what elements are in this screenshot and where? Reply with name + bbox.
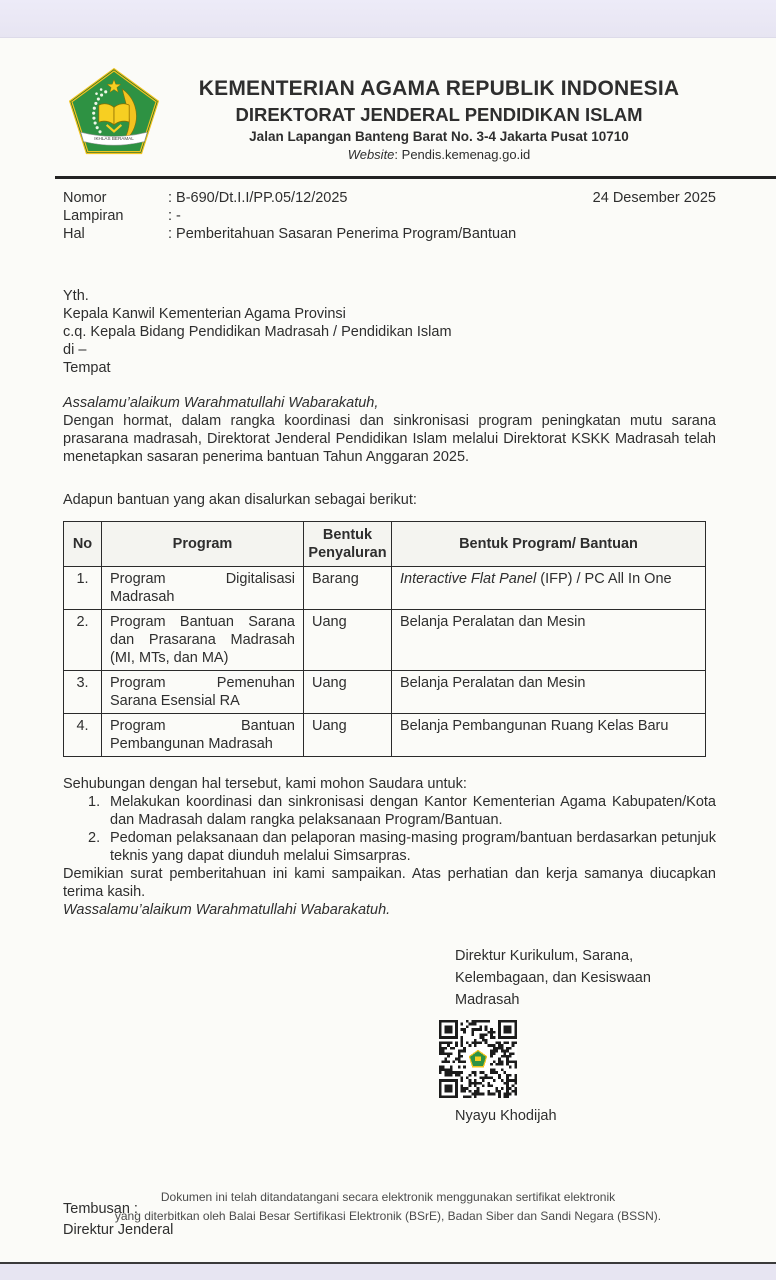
viewer-bottom-strip <box>0 1262 776 1280</box>
hal-label: Hal <box>63 225 85 242</box>
qr-code <box>439 1020 517 1098</box>
row2-penyaluran: Uang <box>304 609 392 670</box>
list-item-1-number: 1. <box>88 793 101 810</box>
col-header-penyaluran: Bentuk Penyaluran <box>304 521 392 566</box>
table-row <box>64 713 706 756</box>
recipient-line-yth: Yth. <box>63 287 89 304</box>
letter-page <box>0 37 776 1241</box>
paragraph-intro: Dengan hormat, dalam rangka koordinasi dan sinkronisasi program peningkatan mutu sarana prasarana madrasah, Direktorat Jenderal Pendidikan Islam melalui Direktorat KSKK Madrasah telah menetapkan sasaran penerima bantuan Tahun Anggaran 2025. <box>63 412 716 465</box>
footer-line-2: yang diterbitkan oleh Balai Besar Sertifikasi Elektronik (BSrE), Badan Siber dan Sandi Negara (BSSN). <box>114 1208 662 1223</box>
website-line <box>162 147 716 162</box>
row4-no: 4. <box>64 713 102 756</box>
address-line: Jalan Lapangan Banteng Barat No. 3-4 Jakarta Pusat 10710 <box>249 128 629 144</box>
ministry-name: KEMENTERIAN AGAMA REPUBLIK INDONESIA <box>198 77 680 100</box>
signature-block <box>455 945 716 1127</box>
col-header-bantuan: Bentuk Program/ Bantuan <box>392 521 706 566</box>
recipient-line-kepala: Kepala Kanwil Kementerian Agama Provinsi <box>63 305 346 322</box>
col-header-program: Program <box>102 521 304 566</box>
kemenag-logo-icon <box>68 67 160 159</box>
directorate-name: DIREKTORAT JENDERAL PENDIDIKAN ISLAM <box>235 103 643 125</box>
table-row <box>64 566 706 609</box>
meta-row-hal <box>63 225 716 243</box>
cc-value: Direktur Jenderal <box>63 1221 174 1238</box>
website-label: Website <box>347 146 395 162</box>
signer-title-line2: Kelembagaan, dan Kesiswaan Madrasah <box>455 969 651 1008</box>
website-url: : Pendis.kemenag.go.id <box>394 146 531 162</box>
table-row <box>64 670 706 713</box>
viewer-top-strip <box>0 0 776 38</box>
closing-salutation: Wassalamu’alaikum Warahmatullahi Wabarakatuh. <box>63 901 391 918</box>
footer-line-1: Dokumen ini telah ditandatangani secara elektronik menggunakan sertifikat elektronik <box>160 1190 616 1204</box>
row1-bantuan-rest: (IFP) / PC All In One <box>536 570 672 587</box>
letterhead <box>63 67 716 162</box>
request-intro: Sehubungan dengan hal tersebut, kami mohon Saudara untuk: <box>63 775 467 792</box>
row1-bantuan <box>392 566 706 609</box>
list-item-2 <box>88 829 716 865</box>
closing-paragraph: Demikian surat pemberitahuan ini kami sampaikan. Atas perhatian dan kerja samanya diucapkan terima kasih. <box>63 865 716 900</box>
cc-label: Tembusan : <box>63 1200 138 1217</box>
letterhead-divider <box>55 176 776 179</box>
list-item-2-text: Pedoman pelaksanaan dan pelaporan masing-masing program/bantuan berdasarkan petunjuk teknis yang dapat diunduh melalui Simsarpras. <box>110 829 716 864</box>
row2-bantuan: Belanja Peralatan dan Mesin <box>392 609 706 670</box>
letterhead-text <box>160 77 716 162</box>
opening-salutation: Assalamu’alaikum Warahmatullahi Wabarakatuh, <box>63 394 379 411</box>
list-item-2-number: 2. <box>88 829 101 846</box>
hal-value: : Pemberitahuan Sasaran Penerima Program/Bantuan <box>168 225 517 242</box>
col-header-no: No <box>64 521 102 566</box>
list-item-1-text: Melakukan koordinasi dan sinkronisasi dengan Kantor Kementerian Agama Kabupaten/Kota dan Madrasah dalam rangka pelaksanaan Program/Bantuan. <box>110 793 716 828</box>
row2-program: Program Bantuan Sarana dan Prasarana Madrasah (MI, MTs, dan MA) <box>102 609 304 670</box>
letter-date: 24 Desember 2025 <box>592 189 716 206</box>
recipient-block <box>63 287 716 377</box>
row3-bantuan: Belanja Peralatan dan Mesin <box>392 670 706 713</box>
paragraph-adapun: Adapun bantuan yang akan disalurkan sebagai berikut: <box>63 491 417 508</box>
nomor-label: Nomor <box>63 189 107 206</box>
qr-center-logo-icon <box>468 1049 488 1069</box>
recipient-line-cq: c.q. Kepala Bidang Pendidikan Madrasah / Pendidikan Islam <box>63 323 452 340</box>
signer-title-line1: Direktur Kurikulum, Sarana, <box>455 947 634 964</box>
row1-penyaluran: Barang <box>304 566 392 609</box>
signer-name: Nyayu Khodijah <box>455 1107 557 1124</box>
lampiran-value: : - <box>168 207 181 224</box>
logo-motto: IKHLAS BERAMAL <box>94 136 134 142</box>
row4-bantuan: Belanja Pembangunan Ruang Kelas Baru <box>392 713 706 756</box>
footer-note <box>0 1188 776 1225</box>
row3-no: 3. <box>64 670 102 713</box>
row1-no: 1. <box>64 566 102 609</box>
program-table <box>63 521 706 757</box>
meta-row-lampiran <box>63 207 716 225</box>
row3-program: Program Pemenuhan Sarana Esensial RA <box>102 670 304 713</box>
recipient-line-tempat: Tempat <box>63 359 111 376</box>
row2-no: 2. <box>64 609 102 670</box>
recipient-line-di: di – <box>63 341 87 358</box>
table-row <box>64 609 706 670</box>
row3-penyaluran: Uang <box>304 670 392 713</box>
nomor-value: : B-690/Dt.I.I/PP.05/12/2025 <box>168 189 348 206</box>
list-item-1 <box>88 793 716 829</box>
row4-program: Program Bantuan Pembangunan Madrasah <box>102 713 304 756</box>
table-header-row <box>64 521 706 566</box>
row1-bantuan-italic: Interactive Flat Panel <box>400 570 537 587</box>
row4-penyaluran: Uang <box>304 713 392 756</box>
letter-meta <box>63 189 716 243</box>
lampiran-label: Lampiran <box>63 207 124 224</box>
row1-program: Program Digitalisasi Madrasah <box>102 566 304 609</box>
